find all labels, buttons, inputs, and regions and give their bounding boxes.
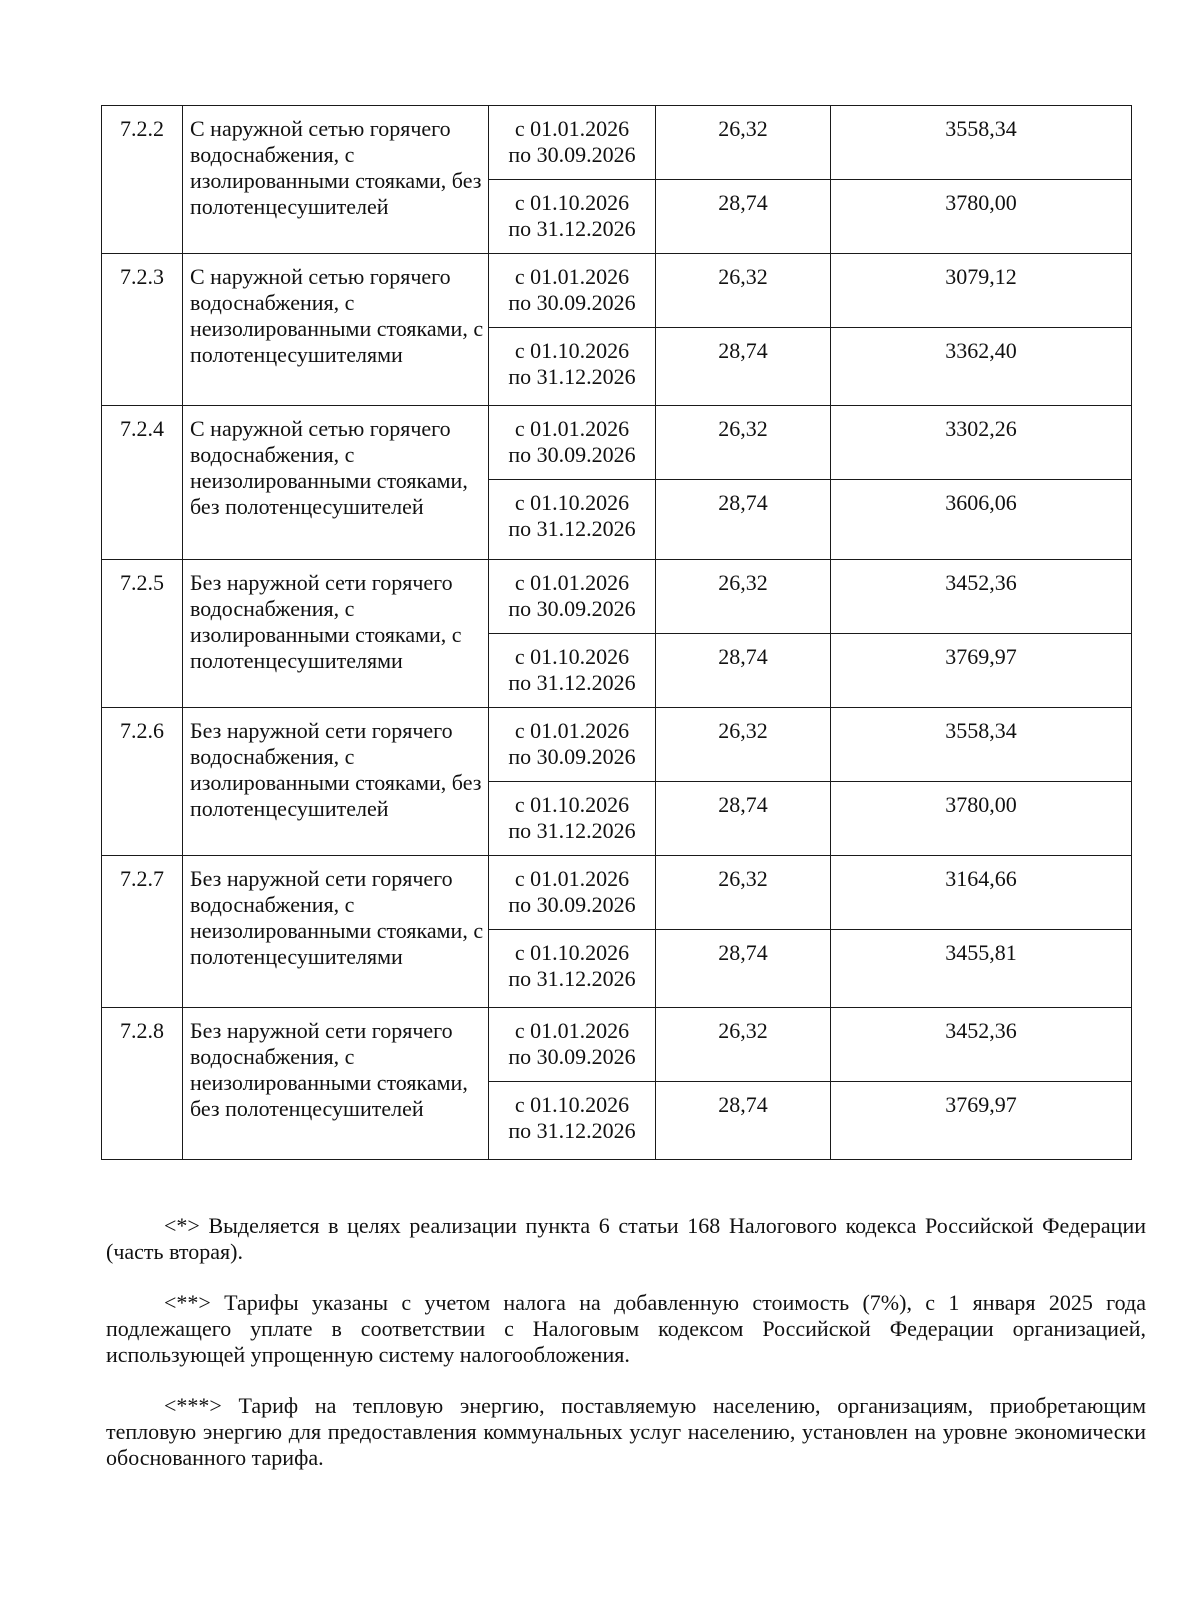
row-description: С наружной сетью горячего водоснабжения, с неизолированными стояками, без полотенцесушителей	[183, 406, 489, 560]
value-cell: 28,74	[656, 782, 831, 856]
row-number: 7.2.8	[102, 1008, 183, 1160]
tariff-cell: 3780,00	[831, 782, 1132, 856]
tariff-cell: 3452,36	[831, 1008, 1132, 1082]
value-cell: 26,32	[656, 560, 831, 634]
tariff-cell: 3769,97	[831, 1082, 1132, 1160]
table-row	[102, 1008, 1132, 1082]
row-number: 7.2.6	[102, 708, 183, 856]
tariff-cell: 3455,81	[831, 930, 1132, 1008]
row-description: С наружной сетью горячего водоснабжения, с изолированными стояками, без полотенцесушителей	[183, 106, 489, 254]
row-number: 7.2.4	[102, 406, 183, 560]
row-description: Без наружной сети горячего водоснабжения, с изолированными стояками, с полотенцесушителями	[183, 560, 489, 708]
tariff-cell: 3079,12	[831, 254, 1132, 328]
footnotes	[106, 1213, 1146, 1471]
period-cell: с 01.10.2026 по 31.12.2026	[489, 180, 656, 254]
row-number: 7.2.5	[102, 560, 183, 708]
footnote-1: <*> Выделяется в целях реализации пункта 6 статьи 168 Налогового кодекса Российской Федерации (часть вторая).	[106, 1213, 1146, 1264]
period-cell: с 01.01.2026 по 30.09.2026	[489, 1008, 656, 1082]
tariff-cell: 3452,36	[831, 560, 1132, 634]
value-cell: 26,32	[656, 708, 831, 782]
table-row	[102, 406, 1132, 480]
tariff-cell: 3558,34	[831, 708, 1132, 782]
value-cell: 28,74	[656, 930, 831, 1008]
row-number: 7.2.2	[102, 106, 183, 254]
value-cell: 26,32	[656, 254, 831, 328]
tariff-table-body	[102, 106, 1132, 1160]
period-cell: с 01.10.2026 по 31.12.2026	[489, 782, 656, 856]
period-cell: с 01.01.2026 по 30.09.2026	[489, 856, 656, 930]
table-row	[102, 708, 1132, 782]
tariff-cell: 3164,66	[831, 856, 1132, 930]
row-number: 7.2.3	[102, 254, 183, 406]
tariff-cell: 3606,06	[831, 480, 1132, 560]
period-cell: с 01.10.2026 по 31.12.2026	[489, 1082, 656, 1160]
tariff-cell: 3780,00	[831, 180, 1132, 254]
period-cell: с 01.01.2026 по 30.09.2026	[489, 254, 656, 328]
table-row	[102, 856, 1132, 930]
row-description: Без наружной сети горячего водоснабжения, с неизолированными стояками, без полотенцесушителей	[183, 1008, 489, 1160]
table-row	[102, 106, 1132, 180]
period-cell: с 01.01.2026 по 30.09.2026	[489, 560, 656, 634]
period-cell: с 01.10.2026 по 31.12.2026	[489, 634, 656, 708]
value-cell: 26,32	[656, 106, 831, 180]
table-row	[102, 254, 1132, 328]
value-cell: 28,74	[656, 328, 831, 406]
tariff-cell: 3769,97	[831, 634, 1132, 708]
period-cell: с 01.01.2026 по 30.09.2026	[489, 708, 656, 782]
value-cell: 28,74	[656, 634, 831, 708]
period-cell: с 01.10.2026 по 31.12.2026	[489, 480, 656, 560]
row-description: С наружной сетью горячего водоснабжения, с неизолированными стояками, с полотенцесушителями	[183, 254, 489, 406]
period-cell: с 01.01.2026 по 30.09.2026	[489, 106, 656, 180]
table-row	[102, 560, 1132, 634]
tariff-cell: 3302,26	[831, 406, 1132, 480]
footnote-3: <***> Тариф на тепловую энергию, поставляемую населению, организациям, приобретающим тепловую энергию для предоставления коммунальных услуг населению, установлен на уровне экономически обоснованного тарифа.	[106, 1393, 1146, 1470]
value-cell: 28,74	[656, 180, 831, 254]
row-description: Без наружной сети горячего водоснабжения, с изолированными стояками, без полотенцесушителей	[183, 708, 489, 856]
period-cell: с 01.01.2026 по 30.09.2026	[489, 406, 656, 480]
value-cell: 28,74	[656, 480, 831, 560]
row-number: 7.2.7	[102, 856, 183, 1008]
value-cell: 26,32	[656, 1008, 831, 1082]
period-cell: с 01.10.2026 по 31.12.2026	[489, 930, 656, 1008]
footnote-2: <**> Тарифы указаны с учетом налога на добавленную стоимость (7%), с 1 января 2025 года подлежащего уплате в соответствии с Налоговым кодексом Российской Федерации организацией, использующей упрощенную систему налогообложения.	[106, 1290, 1146, 1367]
value-cell: 26,32	[656, 406, 831, 480]
value-cell: 26,32	[656, 856, 831, 930]
tariff-cell: 3362,40	[831, 328, 1132, 406]
period-cell: с 01.10.2026 по 31.12.2026	[489, 328, 656, 406]
tariff-cell: 3558,34	[831, 106, 1132, 180]
row-description: Без наружной сети горячего водоснабжения, с неизолированными стояками, с полотенцесушителями	[183, 856, 489, 1008]
tariff-table	[101, 105, 1132, 1160]
value-cell: 28,74	[656, 1082, 831, 1160]
